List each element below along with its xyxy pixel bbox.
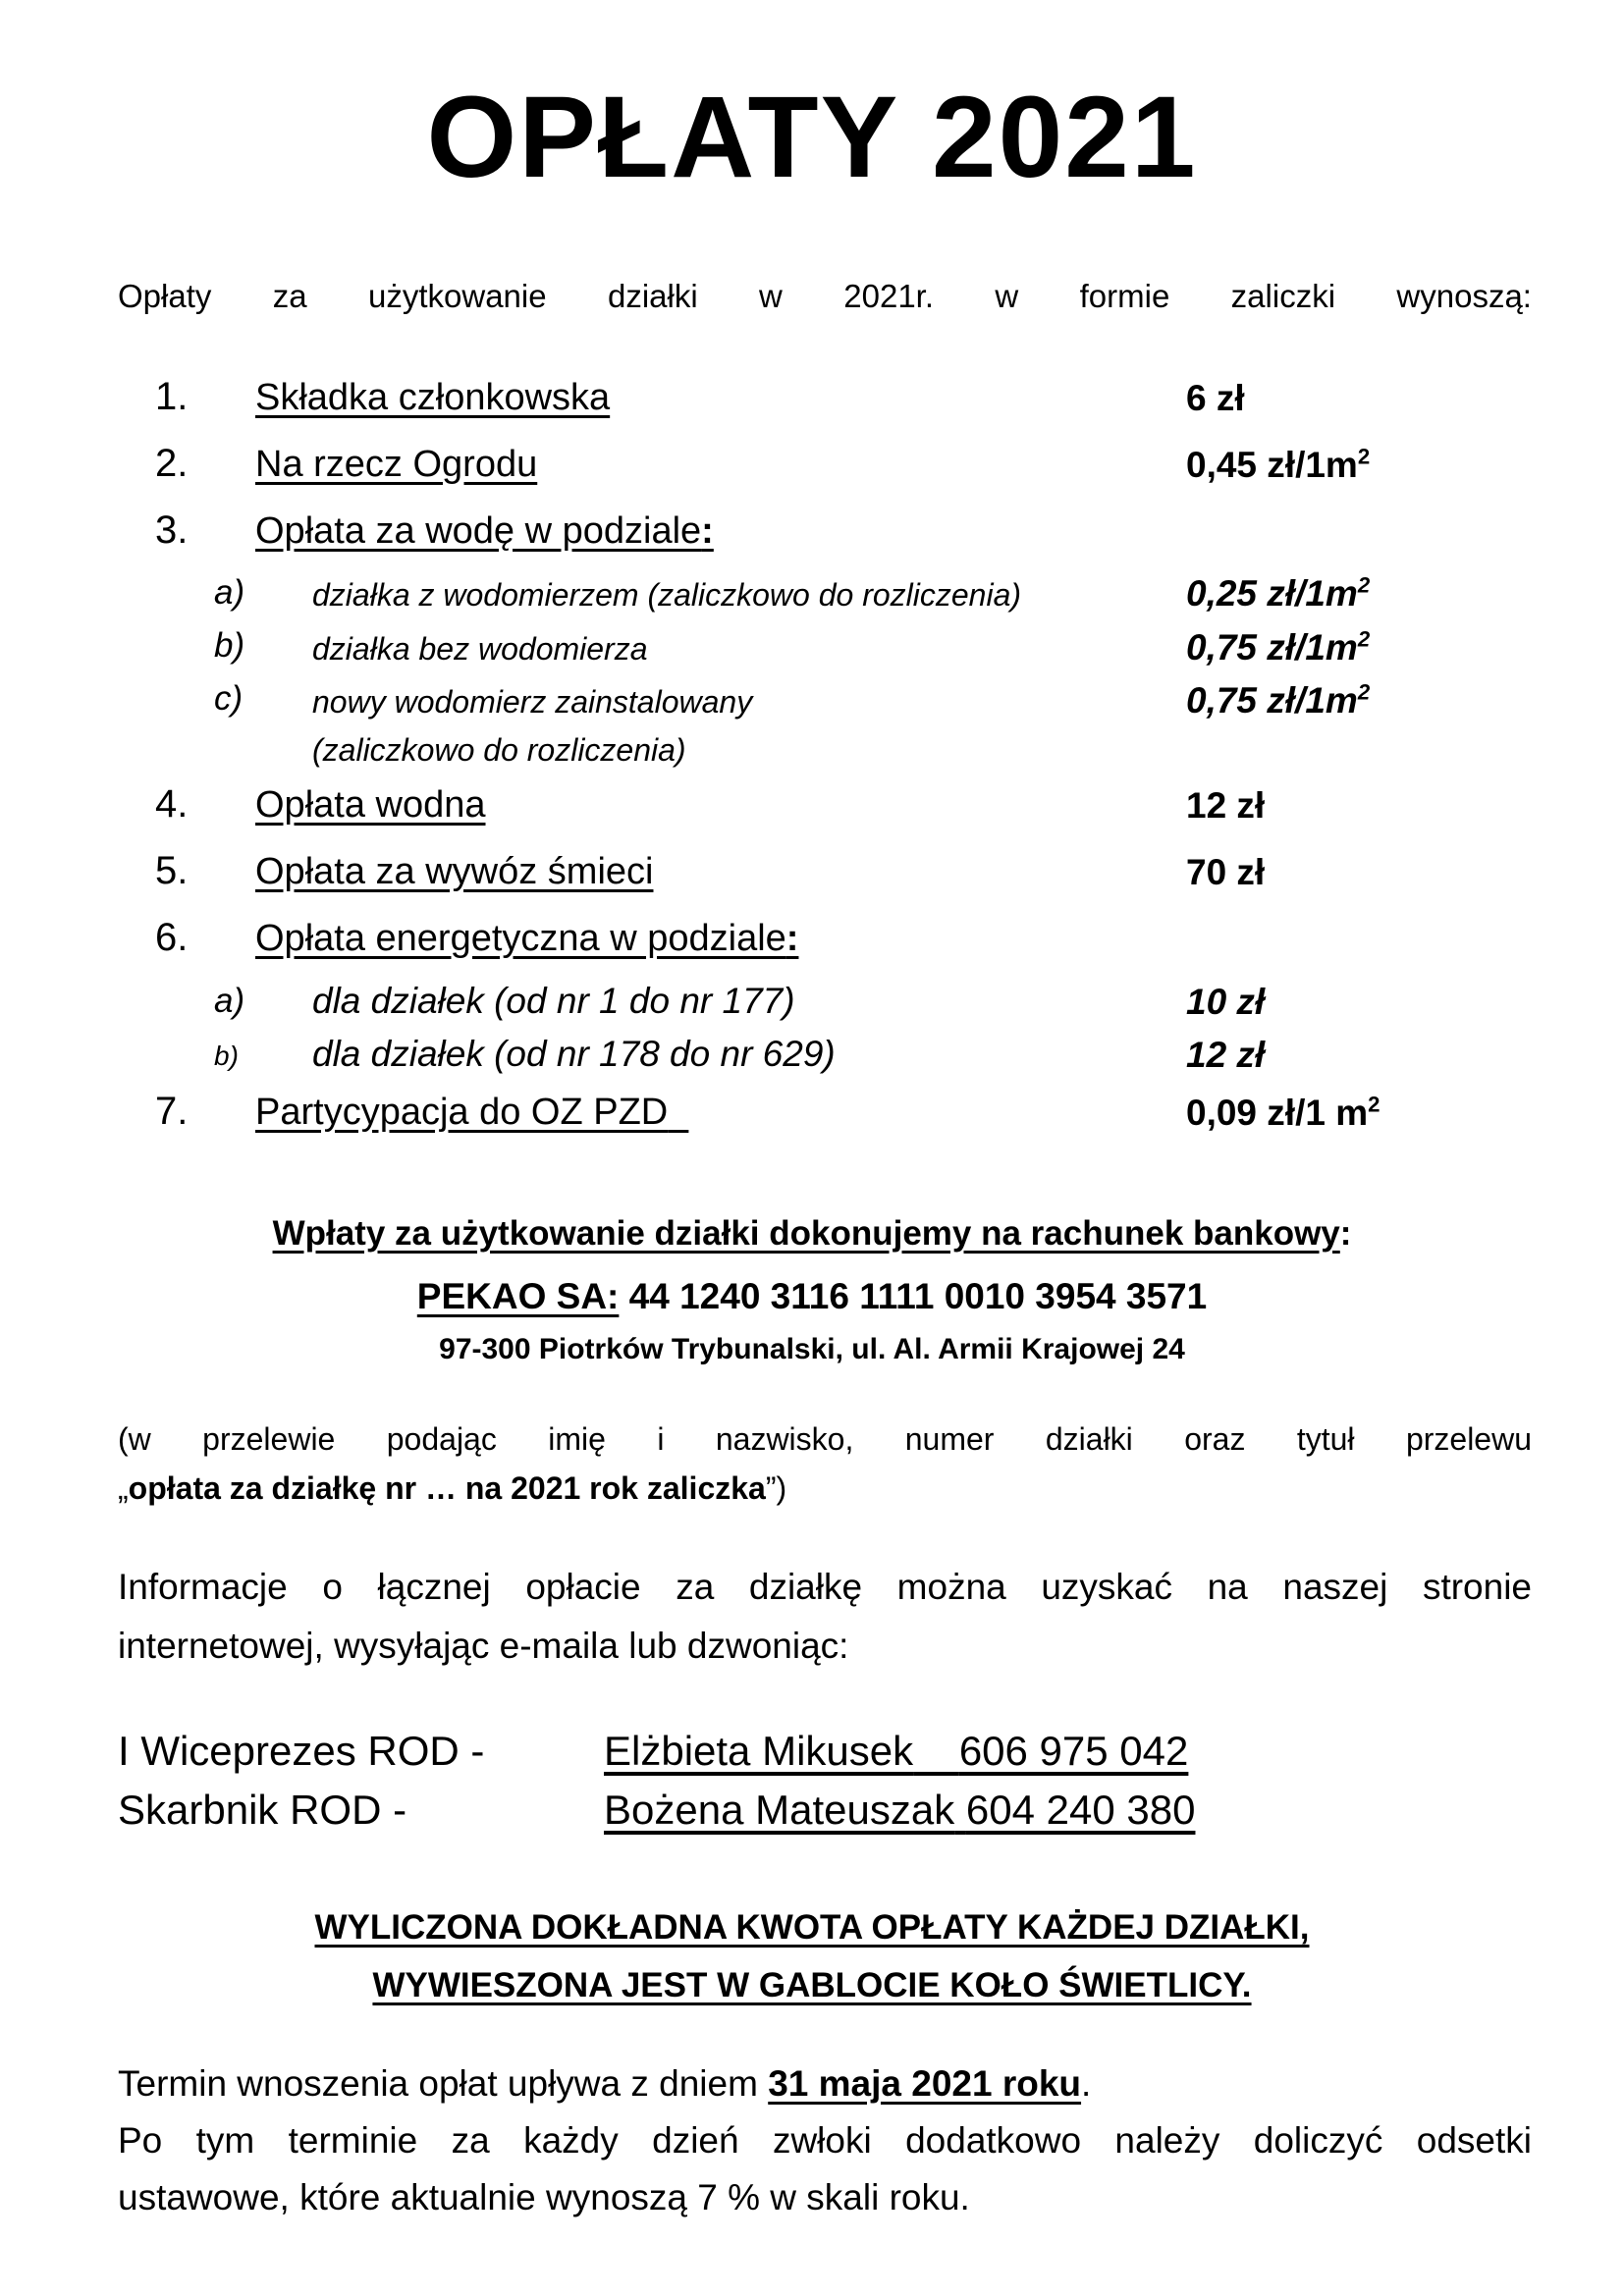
contact-phone: 604 240 380 — [965, 1787, 1196, 1833]
contact-role: I Wiceprezes ROD - — [118, 1728, 485, 1774]
fee-value-pzd: 0,09 zł/1 $m^2$ — [1186, 1092, 1380, 1133]
fee-value-water: 12 zł — [1186, 785, 1266, 826]
item-number: 2. — [155, 442, 189, 485]
water-sub-label: działka z wodomierzem (zaliczkowo do rozliczenia) — [312, 577, 1022, 613]
item-number: 5. — [155, 849, 189, 892]
bank-heading: Wpłaty za użytkowanie działki dokonujemy na rachunek bankowy: — [272, 1214, 1352, 1253]
fee-value-membership: 6 zł — [1186, 378, 1245, 418]
contact-row — [118, 1787, 1195, 1834]
deadline-line3: ustawowe, które aktualnie wynoszą 7 % w skali roku. — [118, 2177, 970, 2217]
sub-letter: b) — [214, 626, 245, 665]
transfer-note-line2: „opłata za działkę nr … na 2021 rok zaliczka”) — [118, 1470, 787, 1506]
fee-value-waste: 70 zł — [1186, 852, 1266, 892]
sub-letter: b) — [214, 1041, 239, 1071]
intro-text: Opłaty za użytkowanie działki w 2021r. w formie zaliczki wynoszą: — [118, 278, 1532, 314]
bank-address: 97-300 Piotrków Trybunalski, ul. Al. Armii Krajowej 24 — [439, 1333, 1185, 1365]
fee-label-water: Opłata wodna — [255, 784, 486, 826]
bank-account: PEKAO SA: 44 1240 3116 1111 0010 3954 3571 — [416, 1276, 1208, 1316]
info-line1: Informacje o łącznej opłacie za działkę można uzyskać na naszej stronie — [118, 1567, 1532, 1607]
sub-letter: a) — [214, 573, 245, 612]
item-number: 7. — [155, 1090, 189, 1133]
fee-label-garden: Na rzecz Ogrodu — [255, 444, 538, 485]
water-sub-value: 0,25 $zł/1m^2$ — [1186, 572, 1371, 614]
deadline-line1: Termin wnoszenia opłat upływa z dniem 31 maja 2021 roku. — [118, 2063, 1092, 2104]
contact-phone: 606 975 042 — [958, 1728, 1189, 1774]
item-number: 1. — [155, 375, 189, 418]
sub-letter: a) — [214, 982, 245, 1020]
notice-line1: WYLICZONA DOKŁADNA KWOTA OPŁATY KAŻDEJ DZIAŁKI, — [314, 1908, 1310, 1947]
fee-label-membership: Składka członkowska — [255, 377, 611, 418]
fee-value-garden: 0,45 $zł/1m^2$ — [1186, 444, 1371, 485]
contact-row — [118, 1728, 1188, 1775]
fee-label-waste: Opłata za wywóz śmieci — [255, 851, 654, 892]
deadline-date: 31 maja 2021 roku — [768, 2063, 1082, 2104]
deadline-line2: Po tym terminie za każdy dzień zwłoki dodatkowo należy doliczyć odsetki — [118, 2120, 1532, 2161]
energy-sub-value: 12 zł — [1186, 1035, 1266, 1075]
contact-name: Elżbieta Mikusek — [604, 1728, 914, 1774]
water-sub-label: nowy wodomierz zainstalowany — [312, 684, 753, 720]
water-sub-value: 0,75 $zł/1m^2$ — [1186, 679, 1371, 721]
water-sub-label: działka bez wodomierza — [312, 631, 648, 667]
energy-sub-value: 10 zł — [1186, 982, 1266, 1022]
fee-label-water-split: Opłata za wodę w podziale: — [255, 510, 714, 552]
energy-sub-label: dla działek (od nr 1 do nr 177) — [312, 981, 795, 1021]
water-sub-value: 0,75 $zł/1m^2$ — [1186, 626, 1371, 667]
fee-label-energy-split: Opłata energetyczna w podziale: — [255, 918, 799, 959]
fee-label-pzd: Partycypacja do OZ PZD — [255, 1092, 669, 1133]
sub-letter: c) — [214, 679, 244, 718]
energy-sub-label: dla działek (od nr 178 do nr 629) — [312, 1034, 836, 1074]
item-number: 6. — [155, 916, 189, 959]
transfer-note-line1: (w przelewie podając imię i nazwisko, numer działki oraz tytuł przelewu — [118, 1421, 1532, 1457]
page-title: OPŁATY 2021 — [426, 73, 1198, 202]
item-number: 3. — [155, 508, 189, 552]
notice-line2: WYWIESZONA JEST W GABLOCIE KOŁO ŚWIETLICY. — [372, 1966, 1252, 2004]
info-line2: internetowej, wysyłając e-maila lub dzwoniąc: — [118, 1626, 849, 1666]
water-sub-label-cont: (zaliczkowo do rozliczenia) — [312, 732, 686, 768]
item-number: 4. — [155, 782, 189, 826]
contact-role: Skarbnik ROD - — [118, 1787, 407, 1833]
contact-name: Bożena Mateuszak — [604, 1787, 955, 1833]
